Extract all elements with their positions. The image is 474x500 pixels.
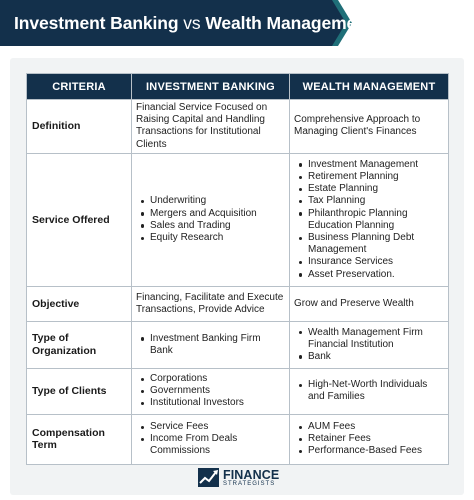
list-item: High-Net-Worth Individuals and Families [294, 379, 444, 403]
list-item: Investment Management [294, 159, 444, 171]
criteria-definition: Definition [27, 100, 132, 154]
list-item: Investment Banking Firm Bank [136, 333, 285, 357]
title-wealth-management: Wealth Management [205, 13, 373, 33]
ib-service-offered [132, 153, 290, 286]
table-header-row [27, 74, 449, 100]
list-item: Business Planning Debt Management [294, 232, 444, 256]
list-item: Mergers and Acquisition [136, 208, 285, 220]
list-item: Philanthropic Planning Education Planning [294, 208, 444, 232]
list-item: Bank [294, 351, 444, 363]
ib-organization-list [136, 333, 285, 357]
wm-type-of-clients [290, 368, 449, 414]
criteria-service-offered: Service Offered [27, 153, 132, 286]
criteria-objective: Objective [27, 286, 132, 321]
list-item: Corporations [136, 373, 285, 385]
table-row [27, 368, 449, 414]
table-row [27, 286, 449, 321]
table-row [27, 321, 449, 368]
ib-definition: Financial Service Focused on Raising Capital and Handling Transactions for Institutional Clients [132, 100, 290, 154]
ib-type-of-clients [132, 368, 290, 414]
logo-subtitle: STRATEGISTS [223, 481, 276, 487]
list-item: Governments [136, 385, 285, 397]
list-item: Equity Research [136, 232, 285, 244]
list-item: AUM Fees [294, 421, 444, 433]
criteria-type-of-organization: Type of Organization [27, 321, 132, 368]
table-row [27, 153, 449, 286]
criteria-compensation-term: Compensation Term [27, 414, 132, 464]
wm-definition: Comprehensive Approach to Managing Client's Finances [290, 100, 449, 154]
header-criteria: CRITERIA [27, 74, 132, 100]
table-row [27, 100, 449, 154]
list-item: Retainer Fees [294, 433, 444, 445]
ib-objective: Financing, Facilitate and Execute Transactions, Provide Advice [132, 286, 290, 321]
wm-clients-list [294, 379, 444, 403]
list-item: Underwriting [136, 195, 285, 207]
list-item: Performance-Based Fees [294, 445, 444, 457]
logo-name: FINANCE [223, 468, 280, 482]
ib-service-list [136, 195, 285, 244]
header-investment-banking: INVESTMENT BANKING [132, 74, 290, 100]
title-vs: vs [178, 13, 206, 33]
criteria-type-of-clients: Type of Clients [27, 368, 132, 414]
list-item: Retirement Planning [294, 171, 444, 183]
wm-objective: Grow and Preserve Wealth [290, 286, 449, 321]
page-title [14, 0, 373, 46]
ib-clients-list [136, 373, 285, 410]
comparison-table [26, 73, 449, 465]
ib-type-of-organization [132, 321, 290, 368]
wm-organization-list [294, 327, 444, 364]
finance-strategists-logo [198, 467, 278, 489]
list-item: Sales and Trading [136, 220, 285, 232]
list-item: Estate Planning [294, 183, 444, 195]
wm-service-list [294, 159, 444, 281]
list-item: Service Fees [136, 421, 285, 433]
header-wealth-management: WEALTH MANAGEMENT [290, 74, 449, 100]
list-item: Institutional Investors [136, 397, 285, 409]
list-item: Income From Deals Commissions [136, 433, 285, 457]
wm-compensation-term [290, 414, 449, 464]
ib-compensation-list [136, 421, 285, 458]
title-investment-banking: Investment Banking [14, 13, 179, 33]
list-item: Asset Preservation. [294, 269, 444, 281]
list-item: Wealth Management Firm Financial Institution [294, 327, 444, 351]
list-item: Tax Planning [294, 195, 444, 207]
table-row [27, 414, 449, 464]
wm-type-of-organization [290, 321, 449, 368]
title-banner [0, 0, 373, 46]
wm-service-offered [290, 153, 449, 286]
wm-compensation-list [294, 421, 444, 458]
list-item: Insurance Services [294, 256, 444, 268]
ib-compensation-term [132, 414, 290, 464]
finance-strategists-logo-icon [198, 467, 220, 488]
